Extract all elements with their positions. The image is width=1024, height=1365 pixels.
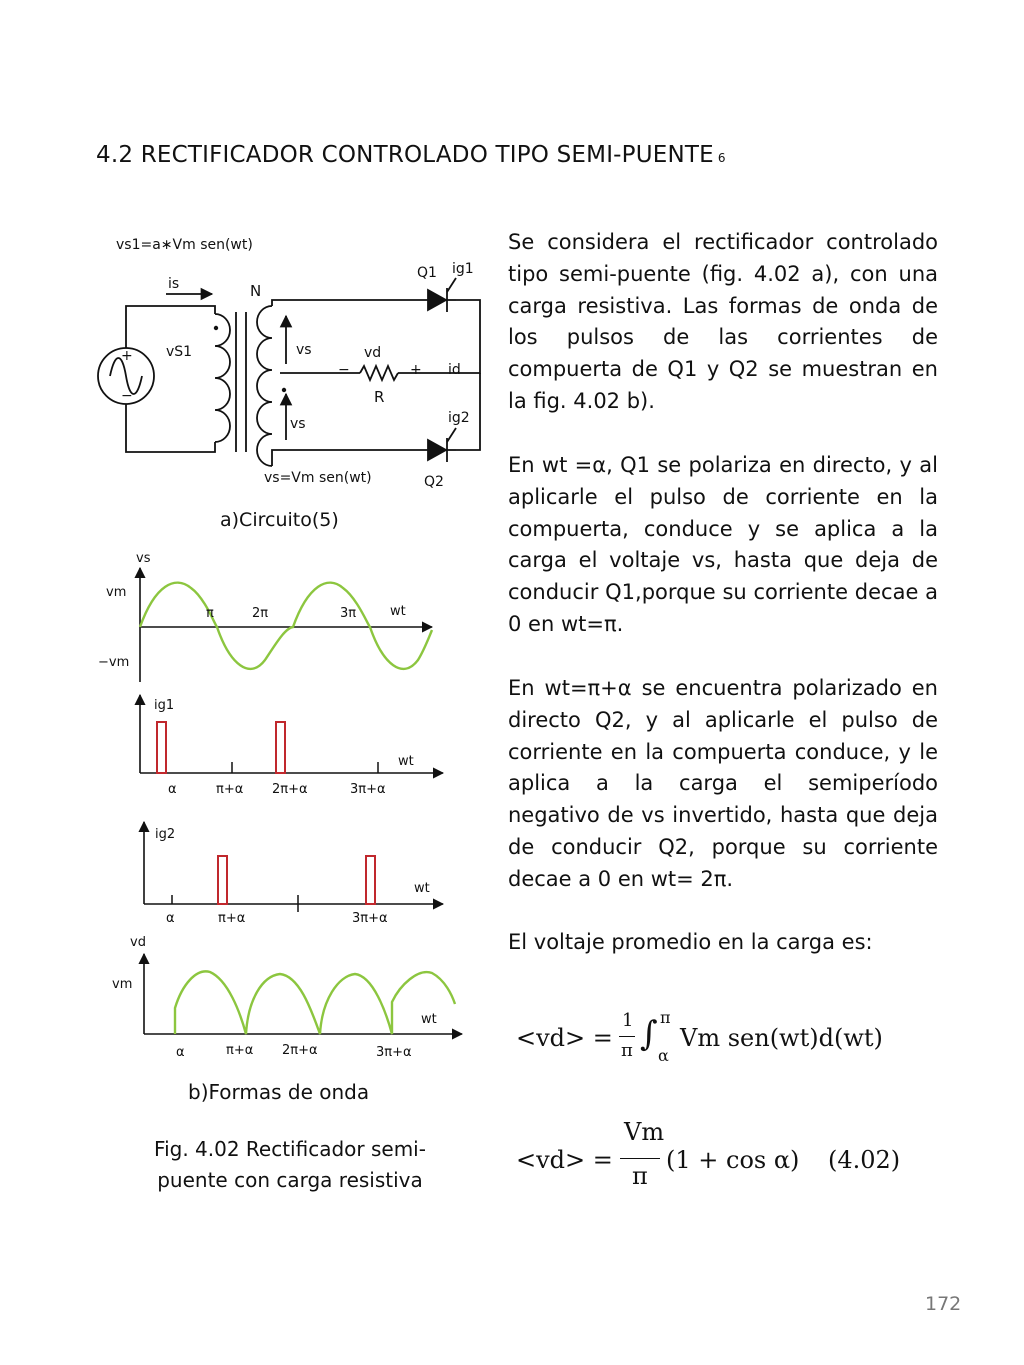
equation-4-02 <box>516 1118 956 1198</box>
vs-axis-label: vs <box>136 551 151 566</box>
waveform-vd <box>112 935 462 1060</box>
wt-label: wt <box>414 881 430 896</box>
eq2-den: π <box>632 1162 648 1190</box>
pi-alpha-label: π+α <box>216 782 244 797</box>
two-pi-alpha-label: 2π+α <box>282 1043 318 1058</box>
eq1-frac-bar <box>619 1036 635 1037</box>
q2-label: Q2 <box>424 474 444 490</box>
two-pi-label: 2π <box>252 606 269 621</box>
vm-label: vm <box>112 977 133 992</box>
waveforms-caption: b)Formas de onda <box>188 1080 370 1104</box>
eq1-upper-limit: π <box>660 1008 671 1027</box>
polarity-dot <box>214 326 218 330</box>
circuit-diagram <box>98 278 480 466</box>
paragraph-1: Se considera el rectificador controlado tipo semi-puente (fig. 4.02 a), con una carga resistiva. Las formas de onda de los pulsos de las corrientes de compuerta de Q1 y Q2 se muestran en la fig. 4.02 b). <box>508 230 938 413</box>
three-pi-alpha-label: 3π+α <box>352 911 388 926</box>
n-label: N <box>250 282 262 300</box>
vd-label: vd <box>364 345 382 361</box>
secondary-top-wire <box>272 300 428 306</box>
figure-caption <box>115 1134 465 1196</box>
ig2-label: ig2 <box>448 410 470 426</box>
vd-plus: + <box>410 362 422 378</box>
alpha-label: α <box>168 782 177 797</box>
source-plus: + <box>121 348 133 364</box>
source-minus: − <box>121 388 133 404</box>
resistor-symbol <box>360 366 398 380</box>
circuit-caption: a)Circuito(5) <box>220 509 339 531</box>
neg-vm-label: −vm <box>98 655 130 670</box>
wt-label: wt <box>398 754 414 769</box>
equation-average-voltage-integral <box>516 1010 956 1080</box>
section-title: 4.2 RECTIFICADOR CONTROLADO TIPO SEMI-PUENTE <box>96 142 714 168</box>
ig2-pulse <box>366 856 375 904</box>
paragraph-2: En wt =α, Q1 se polariza en directo, y al aplicarle el pulso de corriente en la compuerta, conduce y se aplica a la carga el voltaje vs, hasta que deja de conducir Q1,porque su corriente decae a 0 en wt=π. <box>508 453 938 636</box>
r-label: R <box>374 388 385 406</box>
eq1-lower-limit: α <box>658 1046 669 1065</box>
figure-caption-line-2: puente con carga resistiva <box>157 1168 423 1192</box>
scr-q2-gate <box>447 428 456 442</box>
wt-label: wt <box>421 1012 437 1027</box>
two-pi-alpha-label: 2π+α <box>272 782 308 797</box>
waveform-ig2 <box>144 822 443 926</box>
figure-caption-line-1: Fig. 4.02 Rectificador semi- <box>154 1137 426 1161</box>
pi-alpha-label: π+α <box>226 1043 254 1058</box>
page-number: 172 <box>925 1293 962 1315</box>
eq1-frac-num: 1 <box>622 1010 634 1031</box>
eq2-body: (1 + cos α) <box>666 1146 800 1174</box>
eq2-tag: (4.02) <box>828 1146 901 1174</box>
eq1-frac-den: π <box>621 1040 633 1061</box>
vs-top-label: vs <box>296 342 312 358</box>
eq2-lhs: <vd> = <box>516 1146 613 1174</box>
eq2-num: Vm <box>624 1118 665 1146</box>
paragraph-3: En wt=π+α se encuentra polarizado en directo Q2, y al aplicarle el pulso de corriente en la compuerta conduce, y le aplica a la carga el semiperíodo negativo de vs invertido, hasta que deja de conducir Q2, porque su corriente decae a 0 en wt= 2π. <box>508 676 938 891</box>
secondary-coil <box>257 306 272 466</box>
vs-bottom-label: vs <box>290 416 306 432</box>
q1-label: Q1 <box>417 265 437 281</box>
ig1-axis-label: ig1 <box>154 698 175 713</box>
ig1-pulse <box>157 722 166 773</box>
eq2-frac-bar <box>620 1158 660 1159</box>
wt-label: wt <box>390 604 406 619</box>
vs-equation: vs=Vm sen(wt) <box>264 470 372 486</box>
integral-sign: ∫ <box>640 1014 658 1054</box>
alpha-label: α <box>166 911 175 926</box>
alpha-label: α <box>176 1045 185 1060</box>
ig1-pulse <box>276 722 285 773</box>
vd-curve <box>175 971 455 1034</box>
vd-axis-label: vd <box>130 935 146 950</box>
three-pi-label: 3π <box>340 606 357 621</box>
section-ref: 6 <box>717 151 726 165</box>
scr-q2-symbol <box>428 440 446 460</box>
waveform-vs <box>98 551 432 682</box>
is-label: is <box>168 276 180 292</box>
pi-label: π <box>206 606 214 621</box>
eq1-body: Vm sen(wt)d(wt) <box>680 1024 883 1052</box>
secondary-bottom-wire <box>272 450 428 466</box>
three-pi-alpha-label: 3π+α <box>350 782 386 797</box>
pi-alpha-label: π+α <box>218 911 246 926</box>
paragraph-4: El voltaje promedio en la carga es: <box>508 930 873 954</box>
waveform-ig1 <box>140 695 443 797</box>
three-pi-alpha-label: 3π+α <box>376 1045 412 1060</box>
primary-coil <box>215 314 230 442</box>
primary-top-wire <box>126 306 215 348</box>
vs1-label: vS1 <box>166 344 193 360</box>
vm-label: vm <box>106 585 127 600</box>
id-label: id <box>448 362 461 378</box>
eq1-lhs: <vd> = <box>516 1024 613 1052</box>
primary-bottom-wire <box>126 404 215 452</box>
polarity-dot <box>282 388 286 392</box>
scr-q1-symbol <box>428 290 446 310</box>
vd-minus: − <box>338 362 350 378</box>
ig1-label: ig1 <box>452 261 474 277</box>
vs-curve <box>140 583 432 669</box>
vs1-equation: vs1=a∗Vm sen(wt) <box>116 237 253 253</box>
ig2-axis-label: ig2 <box>155 827 176 842</box>
circuit-labels <box>116 237 474 531</box>
ig2-pulse <box>218 856 227 904</box>
scr-q1-gate <box>447 278 456 292</box>
